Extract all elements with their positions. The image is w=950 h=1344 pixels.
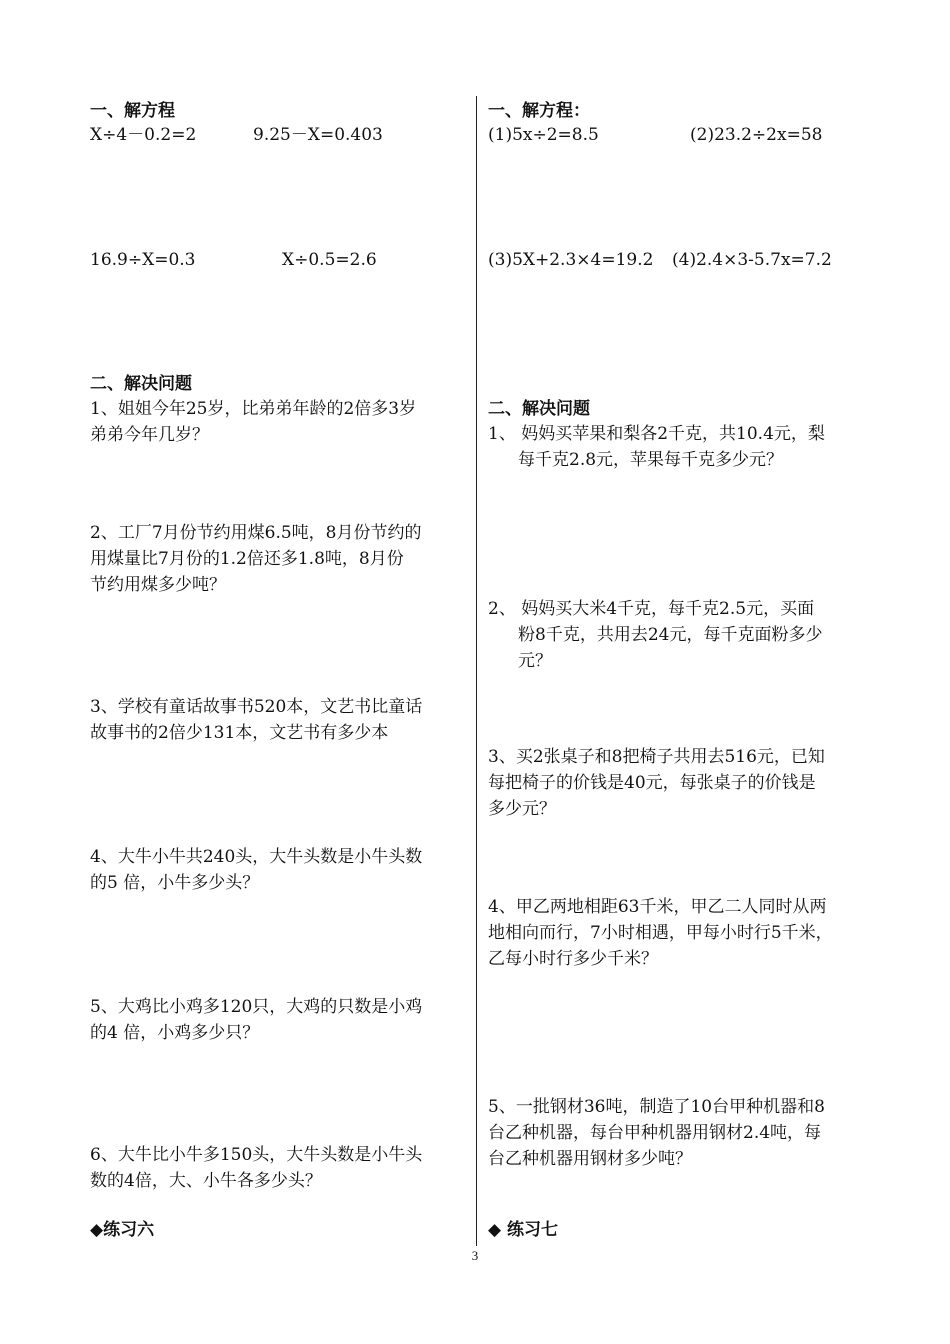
left-equation-1: X÷4－0.2=2 — [90, 125, 197, 145]
problem-line: 3、买2张桌子和8把椅子共用去516元，已知 — [488, 747, 825, 767]
left-problem-3 — [90, 694, 422, 746]
left-problem-6 — [90, 1142, 422, 1194]
left-equation-3: 16.9÷X=0.3 — [90, 250, 196, 270]
left-problem-2 — [90, 520, 421, 598]
right-problem-1 — [488, 421, 825, 473]
left-problem-1 — [90, 396, 416, 448]
left-footer-heading: ◆练习六 — [90, 1220, 155, 1240]
column-divider — [476, 96, 477, 1246]
problem-line: 故事书的2倍少131本，文艺书有多少本 — [90, 723, 389, 743]
problem-line: 4、甲乙两地相距63千米，甲乙二人同时从两 — [488, 897, 827, 917]
problem-line: 台乙种机器用钢材多少吨？ — [488, 1149, 692, 1169]
left-equation-2: 9.25－X=0.403 — [253, 125, 383, 145]
problem-line: 每千克2.8元，苹果每千克多少元？ — [518, 450, 784, 470]
problem-line: 每把椅子的价钱是40元，每张桌子的价钱是 — [488, 773, 816, 793]
problem-line: 乙每小时行多少千米？ — [488, 949, 658, 969]
left-equation-4: X÷0.5=2.6 — [282, 250, 377, 270]
right-equation-1: (1)5x÷2=8.5 — [488, 125, 599, 145]
right-equation-3: (3)5X+2.3×4=19.2 — [488, 250, 654, 270]
left-problem-4 — [90, 844, 422, 896]
problem-line: 2、 妈妈买大米4千克，每千克2.5元，买面 — [488, 599, 815, 619]
problem-line: 节约用煤多少吨？ — [90, 575, 226, 595]
right-section2-title: 二、解决问题 — [488, 399, 590, 419]
page-number: 3 — [471, 1248, 479, 1263]
left-problem-5 — [90, 994, 422, 1046]
right-footer-heading: ◆ 练习七 — [488, 1220, 558, 1240]
problem-line: 3、学校有童话故事书520本，文艺书比童话 — [90, 697, 423, 717]
problem-line: 2、工厂7月份节约用煤6.5吨，8月份节约的 — [90, 523, 422, 543]
problem-line: 4、大牛小牛共240头，大牛头数是小牛头数 — [90, 847, 423, 867]
problem-line: 的5 倍，小牛多少头？ — [90, 873, 260, 893]
problem-line: 5、大鸡比小鸡多120只，大鸡的只数是小鸡 — [90, 997, 423, 1017]
left-section2-title: 二、解决问题 — [90, 374, 192, 394]
problem-line: 的4 倍，小鸡多少只？ — [90, 1023, 260, 1043]
problem-line: 5、一批钢材36吨，制造了10台甲种机器和8 — [488, 1097, 825, 1117]
right-section1-title: 一、解方程： — [488, 101, 590, 121]
problem-line: 地相向而行，7小时相遇，甲每小时行5千米， — [488, 923, 833, 943]
right-equation-2: (2)23.2÷2x=58 — [690, 125, 823, 145]
problem-line: 1、 妈妈买苹果和梨各2千克，共10.4元，梨 — [488, 424, 825, 444]
problem-line: 用煤量比7月份的1.2倍还多1.8吨，8月份 — [90, 549, 404, 569]
left-section1-title: 一、解方程 — [90, 101, 175, 121]
right-problem-3 — [488, 744, 825, 822]
problem-line: 6、大牛比小牛多150头，大牛头数是小牛头 — [90, 1145, 423, 1165]
right-problem-4 — [488, 894, 833, 972]
right-equation-4: (4)2.4×3-5.7x=7.2 — [672, 250, 832, 270]
problem-line: 元？ — [518, 651, 552, 671]
problem-line: 数的4倍，大、小牛各多少头？ — [90, 1171, 322, 1191]
right-problem-2 — [488, 596, 823, 674]
right-problem-5 — [488, 1094, 825, 1172]
problem-line: 多少元？ — [488, 799, 556, 819]
problem-line: 弟弟今年几岁？ — [90, 425, 209, 445]
problem-line: 台乙种机器，每台甲种机器用钢材2.4吨，每 — [488, 1123, 822, 1143]
problem-line: 1、姐姐今年25岁，比弟弟年龄的2倍多3岁 — [90, 399, 417, 419]
problem-line: 粉8千克，共用去24元，每千克面粉多少 — [518, 625, 823, 645]
